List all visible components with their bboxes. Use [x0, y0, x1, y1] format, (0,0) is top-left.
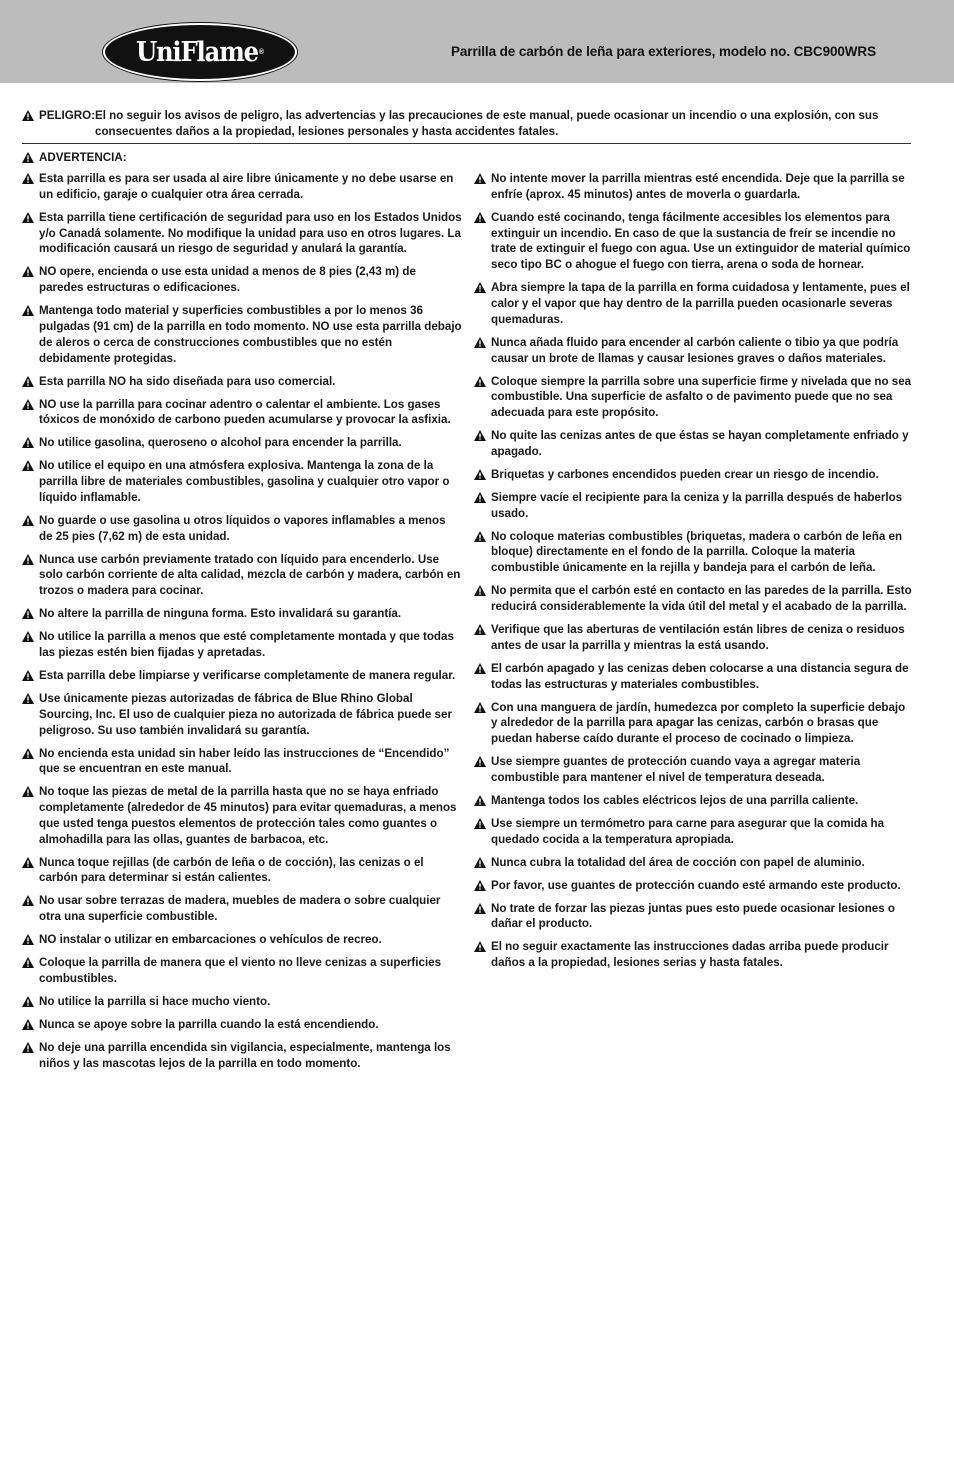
- warning-triangle-icon: [22, 631, 34, 642]
- warning-item-text: NO use la parrilla para cocinar adentro o calentar el ambiente. Los gases tóxicos de monóxido de carbono pueden acumularse y provocar la asfixia.: [39, 397, 451, 427]
- warning-item: [22, 210, 462, 257]
- danger-label: PELIGRO:: [39, 109, 96, 122]
- warning-item: [22, 264, 462, 296]
- warning-triangle-icon: [474, 880, 486, 891]
- warning-item-text: No utilice la parrilla a menos que esté completamente montada y que todas las piezas estén bien fijadas y apretadas.: [39, 630, 454, 659]
- warning-item: [474, 529, 912, 576]
- warning-item-text: Nunca añada fluido para encender al carbón caliente o tibio ya que podría causar un brote de llamas y causar lesiones graves o daños materiales.: [491, 335, 899, 365]
- warning-item: [22, 955, 462, 987]
- warning-item-text: Coloque siempre la parrilla sobre una superficie firme y nivelada que no sea combustible. Una superficie de asfalto o de pavimento puede que no sea adecuada para este propósito.: [491, 374, 912, 420]
- logo-text: UniFlame: [135, 36, 258, 68]
- warning-item: [474, 855, 912, 871]
- warning-triangle-icon: [22, 748, 34, 759]
- warning-triangle-icon: [474, 337, 486, 348]
- warning-triangle-icon: [474, 585, 486, 596]
- warning-item-text: No utilice gasolina, queroseno o alcohol para encender la parrilla.: [39, 436, 402, 450]
- warning-item-text: No usar sobre terrazas de madera, muebles de madera o sobre cualquier otra una superficie combustible.: [39, 894, 441, 924]
- danger-notice: [22, 108, 912, 139]
- warning-item-text: No quite las cenizas antes de que éstas se hayan completamente enfriado y apagado.: [491, 429, 909, 458]
- warning-item-text: Nunca se apoye sobre la parrilla cuando la está encendiendo.: [39, 1018, 379, 1031]
- warning-item-text: El no seguir exactamente las instrucciones dadas arriba puede producir daños a la propiedad, lesiones serias y hasta fatales.: [491, 940, 889, 970]
- warning-item-text: Abra siempre la tapa de la parrilla en forma cuidadosa y lentamente, pues el calor y el vapor que hay dentro de la parrilla pueden ocasionarle severas quemaduras.: [491, 281, 910, 326]
- warning-item: [22, 746, 462, 778]
- warning-triangle-icon: [474, 492, 486, 503]
- warning-triangle-icon: [474, 376, 486, 387]
- warning-item-text: Esta parrilla NO ha sido diseñada para uso comercial.: [39, 374, 336, 388]
- warning-item-text: No guarde o use gasolina u otros líquidos o vapores inflamables a menos de 25 pies (7,62 m) de esta unidad.: [39, 513, 446, 543]
- warning-item: [22, 458, 462, 505]
- warning-triangle-icon: [474, 702, 486, 713]
- warning-triangle-icon: [22, 670, 34, 681]
- warning-item-text: Mantenga todo material y superficies combustibles a por lo menos 36 pulgadas (91 cm) de la parrilla en todo momento. NO use esta parrilla debajo de aleros o cerca de construcciones combustibles que no estén debidamente protegidas.: [39, 304, 462, 365]
- warning-item-text: Verifique que las aberturas de ventilación están libres de ceniza o residuos antes de usar la parrilla y mientras la está usando.: [491, 623, 905, 652]
- warning-item-text: NO instalar o utilizar en embarcaciones o vehículos de recreo.: [39, 933, 382, 947]
- warning-triangle-icon: [22, 515, 34, 526]
- warning-triangle-icon: [22, 693, 34, 704]
- warning-triangle-icon: [474, 663, 486, 674]
- warning-item: [474, 939, 912, 971]
- warning-item: [474, 878, 912, 894]
- warning-item: [22, 932, 462, 948]
- warning-item-text: No altere la parrilla de ninguna forma. Esto invalidará su garantía.: [39, 607, 402, 621]
- warning-item: [22, 435, 462, 451]
- warning-triangle-icon: [22, 895, 34, 906]
- danger-text: El no seguir los avisos de peligro, las advertencias y las precauciones de este manual, puede ocasionar un incendio o una explosión, con sus consecuentes daños a la propiedad, lesiones personales y hasta accidentes fatales.: [95, 109, 879, 138]
- warning-triangle-icon: [22, 996, 34, 1007]
- warning-triangle-icon: [474, 756, 486, 767]
- warning-triangle-icon: [22, 1019, 34, 1030]
- warning-triangle-icon: [474, 941, 486, 952]
- warning-item-text: No trate de forzar las piezas juntas pues esto puede ocasionar lesiones o dañar el producto.: [491, 901, 895, 931]
- warning-triangle-icon: [474, 818, 486, 829]
- warning-item: [474, 335, 912, 367]
- warning-item: [22, 994, 462, 1010]
- warning-item: [22, 513, 462, 545]
- warning-triangle-icon: [474, 857, 486, 868]
- warning-item: [22, 691, 462, 738]
- right-column: [474, 171, 912, 978]
- warning-item: [474, 428, 912, 460]
- warning-item-text: Cuando esté cocinando, tenga fácilmente accesibles los elementos para extinguir un incendio. En caso de que la sustancia de freír se incendie no trate de extinguir el fuego con agua. Use un extinguidor de material químico seco tipo BC o ahogue el fuego con tierra, arena o soda de hornear.: [491, 210, 911, 272]
- warning-item: [22, 171, 462, 203]
- warning-item-text: Siempre vacíe el recipiente para la ceniza y la parrilla después de haberlos usado.: [491, 490, 903, 520]
- warning-item-text: No permita que el carbón esté en contacto en las paredes de la parrilla. Esto reducirá considerablemente la vida útil del metal y el acabado de la parrilla.: [491, 584, 912, 614]
- warning-item: [22, 606, 462, 622]
- warning-item-text: Con una manguera de jardín, humedezca por completo la superficie debajo y alrededor de la parrilla para apagar las cenizas, carbón o brasas que puedan haberse caído durante el proceso de cocinado o limpieza.: [491, 700, 906, 746]
- left-column: [22, 150, 462, 1079]
- warning-item: [474, 754, 912, 786]
- warning-item: [474, 901, 912, 933]
- warning-item-text: Esta parrilla tiene certificación de seguridad para uso en los Estados Unidos y/o Canadá solamente. No modifique la unidad para uso en otros lugares. La modificación causará un riesgo de seguridad y anulará la garantía.: [39, 210, 462, 256]
- warning-triangle-icon: [22, 554, 34, 565]
- warning-item: [474, 171, 912, 203]
- warning-triangle-icon: [22, 460, 34, 471]
- warning-item: [22, 893, 462, 925]
- warning-item-text: No encienda esta unidad sin haber leído las instrucciones de “Encendido” que se encuentran en este manual.: [39, 746, 450, 776]
- warning-item-text: Use únicamente piezas autorizadas de fábrica de Blue Rhino Global Sourcing, Inc. El uso de cualquier pieza no autorizada de fábrica puede ser peligroso. Su uso también invalidará su garantía.: [39, 691, 452, 737]
- warning-item: [474, 700, 912, 747]
- warning-item-text: Esta parrilla es para ser usada al aire libre únicamente y no debe usarse en un edificio, garaje o cualquier otra área cerrada.: [39, 172, 454, 201]
- warning-item: [22, 303, 462, 366]
- registered-mark: ®: [258, 48, 265, 56]
- warning-triangle-icon: [22, 1042, 34, 1053]
- document-title: Parrilla de carbón de leña para exteriores, modelo no. CBC900WRS: [451, 44, 876, 59]
- warning-item-text: Por favor, use guantes de protección cuando esté armando este producto.: [491, 878, 901, 892]
- warning-item-text: No toque las piezas de metal de la parrilla hasta que no se haya enfriado completamente (alrededor de 45 minutos) para evitar quemaduras, a menos que usted tenga puestos elementos de protección tales como guantes o almohadilla para las ollas, guantes de barbacoa, etc.: [39, 785, 457, 846]
- warning-triangle-icon: [22, 173, 34, 184]
- warning-item: [474, 793, 912, 809]
- warning-item-text: El carbón apagado y las cenizas deben colocarse a una distancia segura de todas las estructuras y materiales combustibles.: [491, 661, 909, 691]
- warning-item-text: Briquetas y carbones encendidos pueden crear un riesgo de incendio.: [491, 467, 879, 481]
- warning-item-text: No coloque materias combustibles (briquetas, madera o carbón de leña en bloque) directamente en el fondo de la parrilla. Coloque la materia combustible únicamente en la rejilla y bandeja para el carbón de leña.: [491, 529, 903, 575]
- warning-item: [474, 622, 912, 654]
- warning-triangle-icon: [22, 110, 34, 121]
- warning-triangle-icon: [22, 399, 34, 410]
- warning-item-text: Use siempre un termómetro para carne para asegurar que la comida ha quedado cocida a la temperatura apropiada.: [491, 816, 885, 846]
- warning-triangle-icon: [474, 903, 486, 914]
- warning-item-text: No utilice el equipo en una atmósfera explosiva. Mantenga la zona de la parrilla libre de materiales combustibles, gasolina y cualquier otro vapor o líquido inflamable.: [39, 459, 450, 504]
- warning-item: [22, 668, 462, 684]
- divider: [22, 143, 911, 144]
- warning-item-text: Use siempre guantes de protección cuando vaya a agregar materia combustible para mantener el nivel de temperatura deseada.: [491, 755, 861, 784]
- warning-item-text: Coloque la parrilla de manera que el viento no lleve cenizas a superficies combustibles.: [39, 956, 442, 986]
- warning-item: [474, 816, 912, 848]
- warning-item-text: Nunca use carbón previamente tratado con líquido para encenderlo. Use solo carbón corriente de alta calidad, mezcla de carbón y madera, carbón en trozos o madera para cocinar.: [39, 552, 461, 598]
- warning-triangle-icon: [22, 212, 34, 223]
- warning-item: [22, 552, 462, 599]
- warning-item-text: No deje una parrilla encendida sin vigilancia, especialmente, mantenga los niños y las mascotas lejos de la parrilla en todo momento.: [39, 1040, 451, 1070]
- warning-item: [474, 661, 912, 693]
- warning-triangle-icon: [22, 786, 34, 797]
- warning-item-text: No utilice la parrilla si hace mucho viento.: [39, 995, 271, 1009]
- warning-item-text: Esta parrilla debe limpiarse y verificarse completamente de manera regular.: [39, 668, 456, 682]
- warning-triangle-icon: [22, 934, 34, 945]
- warning-triangle-icon: [22, 608, 34, 619]
- warning-triangle-icon: [22, 957, 34, 968]
- warning-item: [474, 280, 912, 327]
- warning-item: [474, 374, 912, 421]
- warning-item: [474, 583, 912, 615]
- warning-triangle-icon: [474, 173, 486, 184]
- warning-item-text: Mantenga todos los cables eléctricos lejos de una parrilla caliente.: [491, 793, 859, 807]
- warning-item: [22, 629, 462, 661]
- warning-item: [22, 1040, 462, 1072]
- warning-triangle-icon: [474, 624, 486, 635]
- warning-item: [474, 467, 912, 483]
- uniflame-logo: [103, 23, 297, 81]
- warning-item: [22, 1017, 462, 1033]
- warning-triangle-icon: [22, 305, 34, 316]
- warning-item: [22, 374, 462, 390]
- warning-item: [474, 490, 912, 522]
- warning-item-text: Nunca cubra la totalidad del área de cocción con papel de aluminio.: [491, 855, 865, 869]
- warning-item: [22, 855, 462, 887]
- warning-item-text: Nunca toque rejillas (de carbón de leña o de cocción), las cenizas o el carbón para determinar si están calientes.: [39, 855, 424, 885]
- warning-item: [22, 397, 462, 429]
- warning-triangle-icon: [474, 430, 486, 441]
- header-bar: [0, 0, 954, 83]
- warning-triangle-icon: [474, 795, 486, 806]
- warning-item: [22, 784, 462, 847]
- warning-triangle-icon: [22, 266, 34, 277]
- warning-item: [474, 210, 912, 273]
- warning-triangle-icon: [474, 469, 486, 480]
- warning-triangle-icon: [474, 212, 486, 223]
- warning-item-text: No intente mover la parrilla mientras esté encendida. Deje que la parrilla se enfríe (aprox. 45 minutos) antes de moverla o guardarla.: [491, 172, 905, 201]
- warning-item-text: NO opere, encienda o use esta unidad a menos de 8 pies (2,43 m) de paredes estructuras o edificaciones.: [39, 265, 416, 295]
- warning-triangle-icon: [474, 282, 486, 293]
- warning-heading-label: ADVERTENCIA:: [39, 151, 127, 164]
- warning-triangle-icon: [22, 376, 34, 387]
- warning-triangle-icon: [22, 152, 34, 163]
- warning-triangle-icon: [474, 531, 486, 542]
- warning-triangle-icon: [22, 857, 34, 868]
- warning-heading: [22, 150, 462, 166]
- warning-triangle-icon: [22, 437, 34, 448]
